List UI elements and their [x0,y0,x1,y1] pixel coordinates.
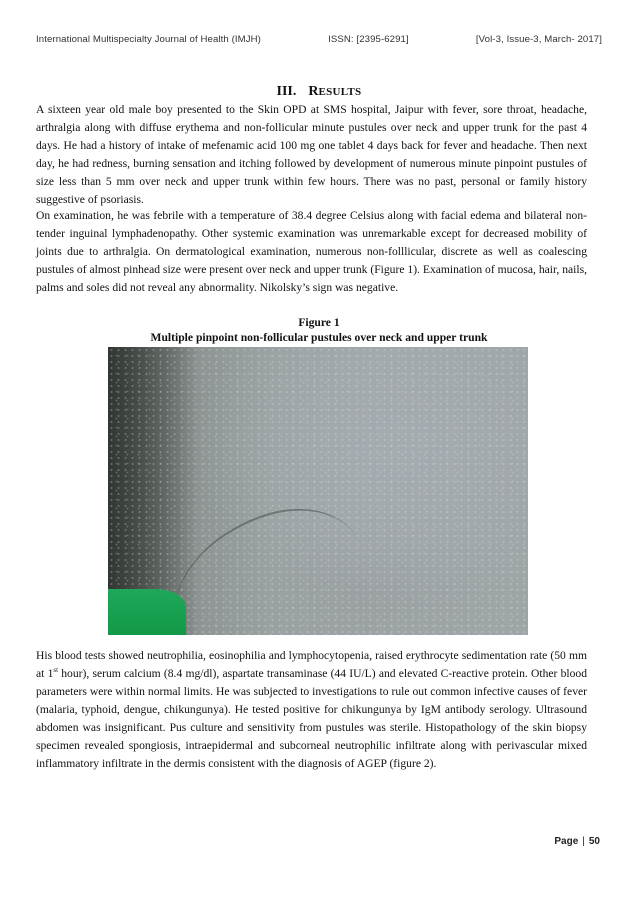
journal-header [36,34,602,45]
investigations-text-part1: His blood tests showed neutrophilia, eosinophilia and lymphocytopenia, raised erythrocyte sedimentation rate (50 mm at 1 [36,649,587,680]
paragraph-examination: On examination, he was febrile with a temperature of 38.4 degree Celsius along with facial edema and bilateral non-tender inguinal lymphadenopathy. Other systemic examination was unremarkable except for decreased mobility of joints due to arthralgia. On dermatological examination, numerous non-folllicular, discrete as well as coalescing pustules of almost pinhead size were present over neck and upper trunk (Figure 1). Examination of mucosa, hair, nails, palms and soles did not reveal any abnormality. Nikolsky’s sign was negative. [36,209,587,294]
paragraph-history: A sixteen year old male boy presented to the Skin OPD at SMS hospital, Jaipur with fever, sore throat, headache, arthralgia along with diffuse erythema and non-follicular minute pustules over neck and upper trunk for the past 4 days. He had a history of intake of mefenamic acid 100 mg one tablet 4 days back for fever and headache. Then next day, he had redness, burning sensation and itching followed by development of numerous minute pinpoint pustules of size less than 5 mm over neck and upper trunk within few hours. There was no past, personal or family history suggestive of psoriasis. [36,103,587,206]
section-heading [0,84,638,100]
section-title-rest: ESULTS [318,86,362,98]
clinical-photo [108,347,528,635]
page-label: Page [554,836,579,847]
figure-label: Figure 1 [298,316,340,329]
page-number: 50 [588,836,600,847]
footer-separator: | [582,836,585,847]
volume-issue: [Vol-3, Issue-3, March- 2017] [475,34,602,45]
section-title-initial: R [308,84,319,99]
page-footer [554,836,600,847]
green-drape [108,589,186,635]
section-number: III. [276,84,297,99]
issn: ISSN: [2395-6291] [328,34,409,45]
investigations-text-part2: hour), serum calcium (8.4 mg/dl), aspartate transaminase (44 IU/L) and elevated C-reactive protein. Other blood parameters were within normal limits. He was subjected to investigations to rule out common infective causes of fever (malaria, typhoid, dengue, chikungunya). He tested positive for chikungunya by IgM antibody serology. Ultrasound abdomen was insignificant. Pus culture and sensitivity from pustules was sterile. Histopathology of the skin biopsy specimen revealed spongiosis, intraepidermal and subcorneal neutrophilic infiltrate along with perivascular mixed inflammatory infiltrate in the dermis consistent with the diagnosis of AGEP (figure 2). [36,667,588,770]
ordinal-superscript: st [53,666,59,675]
figure-title: Multiple pinpoint non-follicular pustules over neck and upper trunk [150,331,488,344]
paragraph-investigations [36,647,587,773]
journal-name: International Multispecialty Journal of Health (IMJH) [36,34,261,45]
